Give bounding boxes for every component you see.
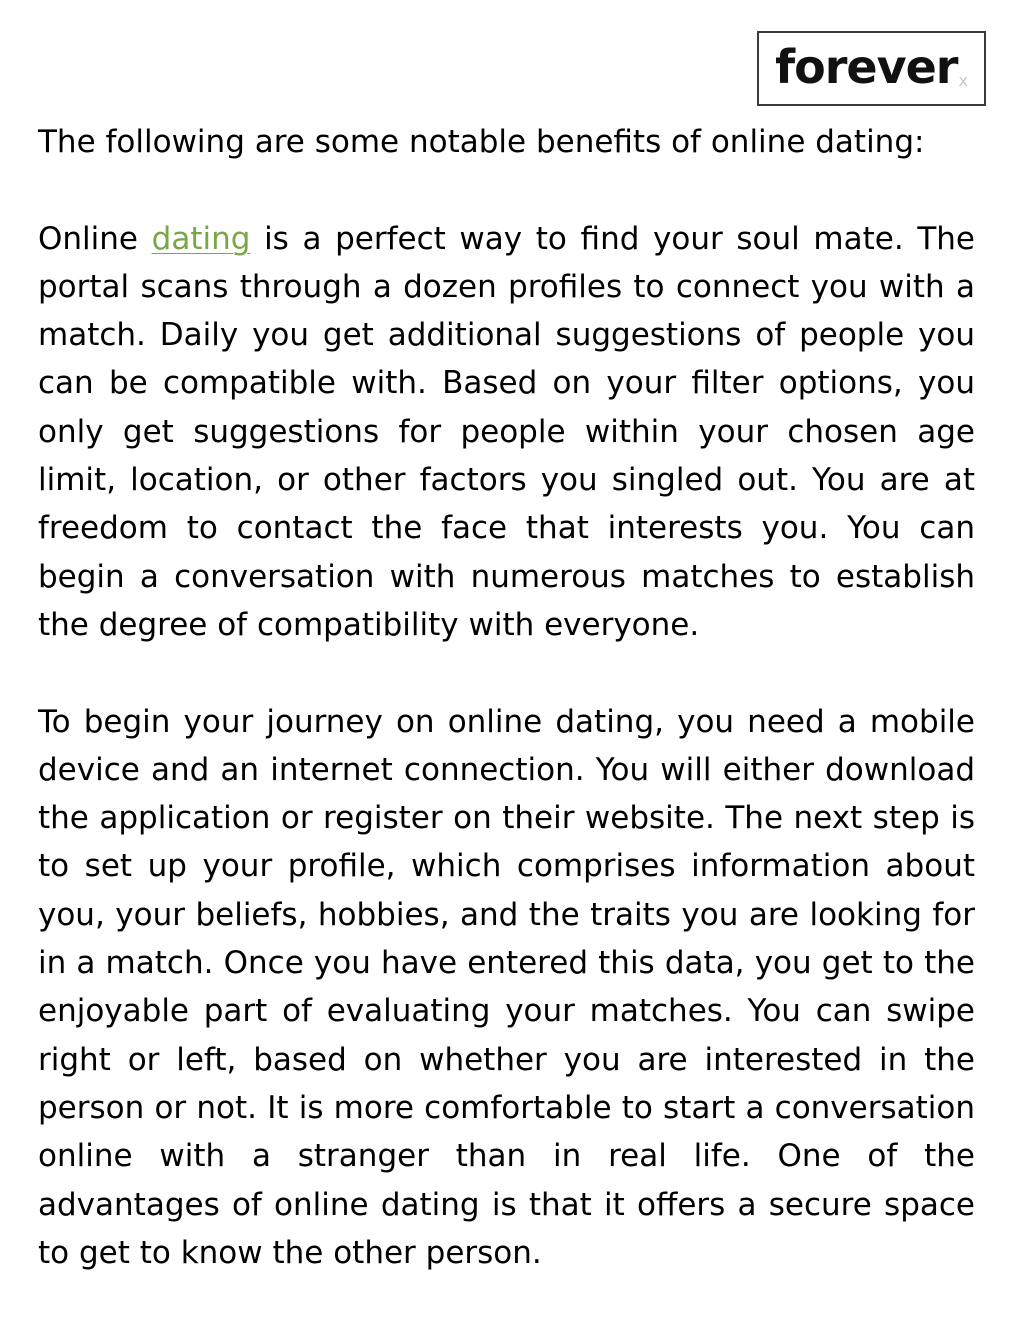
logo-wordmark: forever [775, 39, 958, 94]
paragraph-spacer [38, 649, 975, 697]
logo-mark: x [958, 71, 968, 90]
dating-link[interactable]: dating [151, 220, 251, 257]
article-body [38, 118, 975, 1277]
paragraph-1-rest: is a perfect way to find your soul mate. The portal scans through a dozen profiles to connect you with a match. Daily you get additional suggestions of people you can be compatible with. Based on your filter options, you only get suggestions for people within your chosen age limit, location, or other factors you singled out. You are at freedom to contact the face that interests you. You can begin a conversation with numerous matches to establish the degree of compatibility with everyone. [38, 220, 975, 643]
paragraph-getting-started: To begin your journey on online dating, you need a mobile device and an internet connection. You will either download the application or register on their website. The next step is to set up your profile, which comprises information about you, your beliefs, hobbies, and the traits you are looking for in a match. Once you have entered this data, you get to the enjoyable part of evaluating your matches. You can swipe right or left, based on whether you are interested in the person or not. It is more comfortable to start a conversation online with a stranger than in real life. One of the advantages of online dating is that it offers a secure space to get to know the other person. [38, 703, 975, 1271]
paragraph-1-lead: Online [38, 220, 152, 257]
forever-logo [757, 31, 986, 106]
paragraph-benefits [38, 215, 975, 650]
paragraph-spacer [38, 166, 975, 214]
intro-text: The following are some notable benefits of online dating: [38, 124, 925, 160]
